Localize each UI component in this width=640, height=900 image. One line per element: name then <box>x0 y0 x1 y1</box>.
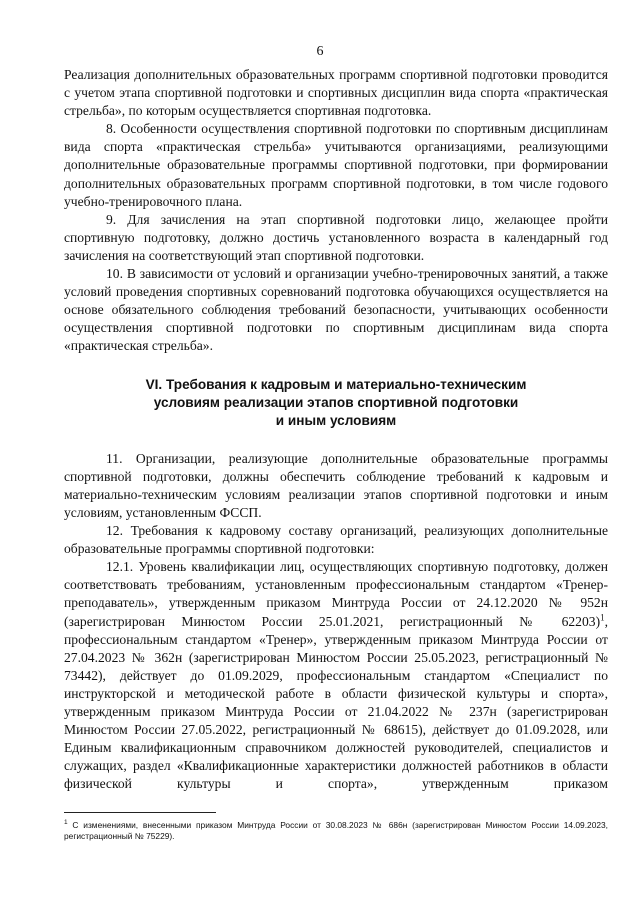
document-body <box>64 66 608 794</box>
section-heading-line-1: VI. Требования к кадровым и материально-техническим <box>145 376 527 392</box>
footnote-reference: 1 <box>600 612 605 623</box>
paragraph-item-12-1-part-1: 12.1. Уровень квалификации лиц, осуществляющих спортивную подготовку, должен соответствовать требованиям, установленным профессиональным стандартом «Тренер-преподаватель», утвержденным приказом Минтруда России от 24.12.2020 № 952н (зарегистрирован Минюстом России 25.01.2021, регистрационный № 62203) <box>64 559 608 629</box>
paragraph-item-9: 9. Для зачисления на этап спортивной подготовки лицо, желающее пройти спортивную подготовку, должно достичь установленного возраста в календарный год зачисления на соответствующий этап спортивной подготовки. <box>64 211 608 263</box>
paragraph-continuation: Реализация дополнительных образовательных программ спортивной подготовки проводится с учетом этапа спортивной подготовки и спортивных дисциплин вида спорта «практическая стрельба», по которым осуществляется спортивная подготовка. <box>64 67 608 119</box>
paragraph-item-12: 12. Требования к кадровому составу организаций, реализующих дополнительные образовательные программы спортивной подготовки: <box>64 523 608 557</box>
section-heading-line-2: условиям реализации этапов спортивной подготовки <box>153 394 519 410</box>
footnote-separator <box>64 812 216 813</box>
paragraph-item-10: 10. В зависимости от условий и организации учебно-тренировочных занятий, а также условий проведения спортивных соревнований подготовка обучающихся осуществляется на основе обязательного соблюдения требований безопасности, учитывающих особенности осуществления спортивной подготовки по спортивным дисциплинам вида спорта «практическая стрельба». <box>64 266 608 354</box>
section-heading-line-3: и иным условиям <box>275 413 397 429</box>
footnote-text: С изменениями, внесенными приказом Минтруда России от 30.08.2023 № 686н (зарегистрирован Минюстом России 14.09.2023, регистрационный № 75229). <box>64 820 608 841</box>
paragraph-item-12-1 <box>64 558 608 793</box>
section-heading <box>64 376 608 431</box>
paragraph-item-12-1-part-2: , профессиональным стандартом «Тренер», утвержденным приказом Минтруда России от 27.04.2023 № 362н (зарегистрирован Минюстом России 25.05.2023, регистрационный № 73442), действует до 01.09.2029, профессиональным стандартом «Специалист по инструкторской и методической работе в области физической культуры и спорта», утвержденным приказом Минтруда России от 21.04.2022 № 237н (зарегистрирован Минюстом России 27.05.2022, регистрационный № 68615), действует до 01.09.2028, или Единым квалификационным справочником должностей руководителей, специалистов и служащих, раздел «Квалификационные характеристики должностей работников в области физической культуры и спорта», утвержденным приказом <box>64 613 608 792</box>
paragraph-item-8: 8. Особенности осуществления спортивной подготовки по спортивным дисциплинам вида спорта «практическая стрельба» учитываются организациями, реализующими дополнительные образовательные программы спортивной подготовки, при формировании дополнительных образовательных программ спортивной подготовки, в том числе годового учебно-тренировочного плана. <box>64 121 608 209</box>
footnote-mark: 1 <box>64 819 68 827</box>
footnote <box>64 820 608 842</box>
paragraph-item-11: 11. Организации, реализующие дополнительные образовательные программы спортивной подготовки, должны обеспечить соблюдение требований к кадровым и материально-техническим условиям реализации этапов спортивной подготовки и иным условиям, установленным ФССП. <box>64 450 608 520</box>
page-number: 6 <box>316 44 324 59</box>
